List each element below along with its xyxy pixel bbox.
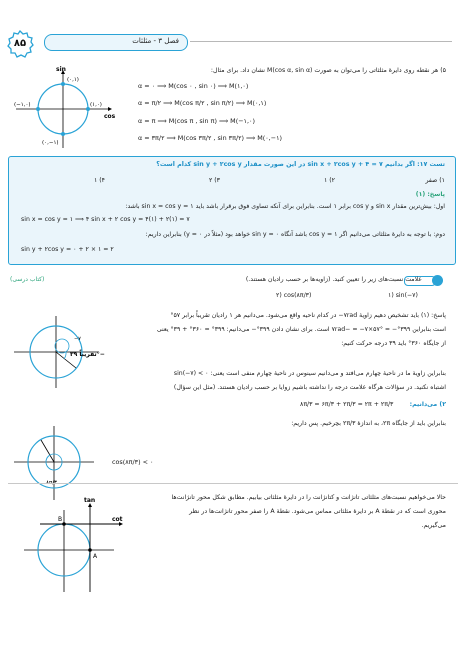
angle-minus-7-figure xyxy=(8,312,118,392)
answer-1-line-c: از جایگاه ۳۶۰° باید ۳۹ درجه حرکت کنیم: xyxy=(341,340,446,347)
step-1-text: اول: بیش‌ترین مقدار sin x و cos y برابر ۱ است. بنابراین برای آنکه تساوی فوق برقرار باشد باید ۱ = sin x = cos y باشد: xyxy=(125,203,445,210)
step-2-text: دوم: با توجه به دایرهٔ مثلثاتی می‌دانیم اگر ۱ = cos y باشد آنگاه ۰ = sin y خواهد بود (مثلاً در y = ۰) بنابراین داریم: xyxy=(145,231,445,238)
point-a-label: A xyxy=(93,553,98,560)
cos-axis-label: cos xyxy=(104,113,116,120)
option-3: ۳) ۲ xyxy=(208,177,220,184)
page-number-badge xyxy=(6,30,34,58)
point-left-label: (−۱,۰) xyxy=(14,102,31,108)
tangent-line-b: محوری است که در نقطهٔ A بر دایرهٔ مثلثاتی مماس می‌شود. نقطهٔ A را صفر محور تانژانت‌ها در نظر xyxy=(189,508,446,515)
answer-2-line-b: بنابراین باید از جایگاه ۲π، به اندازهٔ ۲π/۳ بچرخیم. پس داریم: xyxy=(291,420,446,427)
point-bottom-label: (۰,−۱) xyxy=(42,140,59,146)
answer-1-line-e: اشتباه نکنید. در سؤالات هرگاه علامت درجه را نداشته باشیم زوایا بر حسب رادیان هستند. (مثل این سؤال) xyxy=(173,384,446,391)
section-marker xyxy=(432,275,443,286)
answer-2-equation: ۸π/۳ = ۶π/۳ + ۲π/۳ = ۲π + ۲π/۳ xyxy=(300,401,394,408)
cot-axis-label: cot xyxy=(112,516,123,523)
page-number: ۸۵ xyxy=(13,38,27,49)
tangent-line-a: حالا می‌خواهیم نسبت‌های مثلثاتی تانژانت و کتانژانت را در دایرهٔ مثلثاتی بیابیم. مطابق شکل محور تانژانت‌ها xyxy=(171,494,446,501)
fig1-small-label: −۷ xyxy=(74,336,81,342)
example-1: α = ۰ ⟹ M(cos ۰ , sin ۰) ⟹ M(۱,۰) xyxy=(138,82,249,90)
chapter-title: فصل ۳ - مثلثات xyxy=(132,37,179,45)
answer-label: پاسخ: (۱) xyxy=(415,191,445,198)
chapter-title-bar xyxy=(44,34,188,51)
step-1-equation: sin x = cos y = ۱ ⟹ ۴ sin x + ۲ cos y = ۴(۱) + ۲(۱) = ۷ xyxy=(21,216,190,223)
example-2: α = π/۲ ⟹ M(cos π/۲ , sin π/۲) ⟹ M(۰,۱) xyxy=(138,99,267,107)
answer-1-line-b: است بنابراین ۳۹۹°− = ۷rad− = −۷×۵۷° است. برای نشان دادن ۳۹۹°− می‌دانیم: ۳۹۹° = ۳۶۰° + ۳۹° یعنی xyxy=(156,326,446,333)
answer-1-line-a: پاسخ: (۱) باید تشخیص دهیم زاویهٔ ۷rad− در کدام ناحیه واقع می‌شود. می‌دانیم هر ۱ رادیان تقریباً برابر ۵۷° xyxy=(170,312,446,319)
intro-rule: ۵) هر نقطه روی دایرهٔ مثلثاتی را می‌توان به صورت M(cos α, sin α) نشان داد. برای مثال: xyxy=(210,67,446,74)
option-1: ۱) صفر xyxy=(425,177,445,184)
question-2: ۲) cos(۸π/۳) xyxy=(276,292,312,299)
answer-2-label: ۲) می‌دانیم: xyxy=(409,401,446,408)
test-title: تست ۱۷: اگر بدانیم ۷ = sin x + ۲cos y + ۴ در این صورت مقدار sin y + ۲cos y کدام است؟ xyxy=(156,161,445,168)
point-b-label: B xyxy=(58,516,63,523)
fig1-angle-label: تقریباً ۳۹°− xyxy=(70,351,105,358)
result-2: cos(۸π/۳) < ۰ xyxy=(112,458,154,466)
angle-8pi-3-figure xyxy=(8,422,108,504)
fig2-angle-label: ۸π/۳ xyxy=(46,480,58,486)
answer-1-line-d: بنابراین زاویهٔ ما در ناحیهٔ چهارم می‌افتد و می‌دانیم سینوس در ناحیهٔ چهارم منفی است یعنی: sin(−۷) < ۰ xyxy=(173,370,446,377)
option-2: ۲) ۱ xyxy=(323,177,335,184)
example-4: α = ۳π/۲ ⟹ M(cos ۳π/۲ , sin ۳π/۲) ⟹ M(۰,−۱) xyxy=(138,134,282,142)
tangent-line-c: می‌گیریم. xyxy=(421,522,446,529)
option-4: ۴) ۱ xyxy=(93,177,105,184)
section-heading: علامت نسبت‌های زیر را تعیین کنید. (زاویه‌ها بر حسب رادیان هستند.) xyxy=(245,276,422,283)
section-divider xyxy=(8,483,458,484)
tan-axis-label: tan xyxy=(84,497,96,504)
unit-circle-figure xyxy=(8,66,118,152)
header-divider xyxy=(190,41,452,42)
tangent-axis-figure xyxy=(20,496,130,596)
book-tag: (کتاب درسی) xyxy=(10,276,45,283)
test-box xyxy=(8,156,456,265)
step-2-equation: sin y + ۲cos y = ۰ + ۲ × ۱ = ۲ xyxy=(21,246,114,253)
question-1: ۱) sin(−۷) xyxy=(388,292,418,299)
sin-axis-label: sin xyxy=(56,66,66,73)
point-right-label: (۱,۰) xyxy=(90,102,102,108)
example-3: α = π ⟹ M(cos π , sin π) ⟹ M(−۱,۰) xyxy=(138,117,255,125)
point-top-label: (۰,۱) xyxy=(67,77,79,83)
